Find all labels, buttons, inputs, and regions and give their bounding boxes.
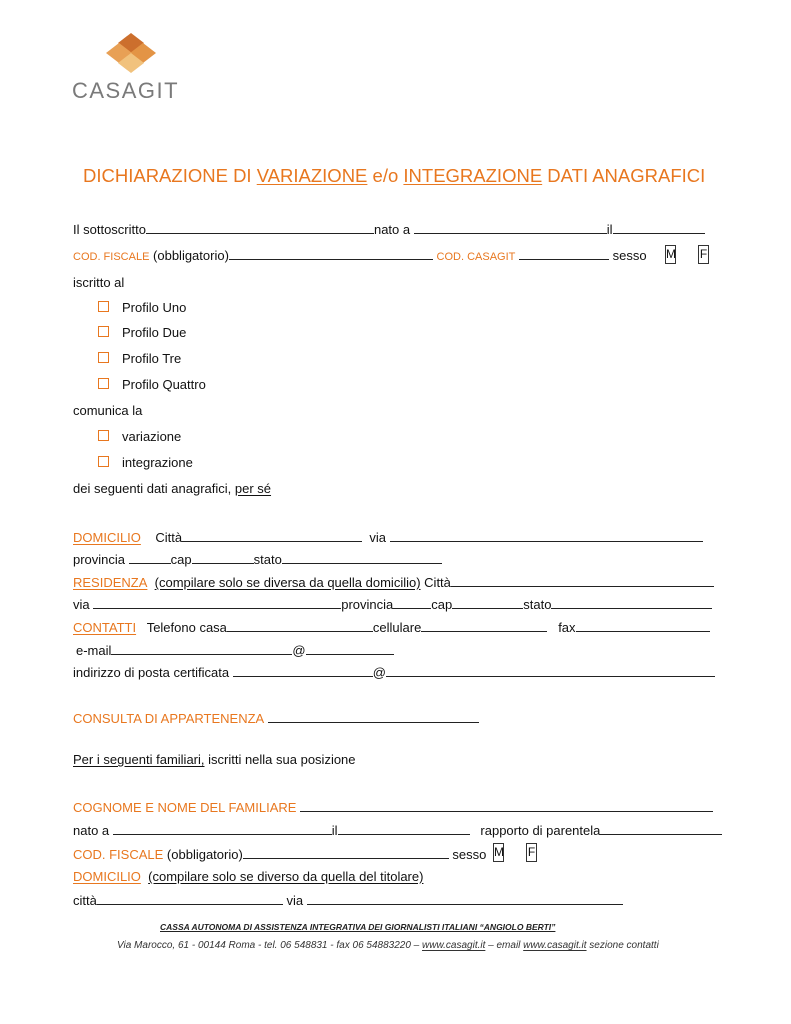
field-dom-provincia[interactable] [129, 551, 171, 564]
fam-sesso-m-box[interactable]: M [493, 843, 504, 862]
label-sesso: sesso [612, 248, 647, 263]
label-fam-cod-fiscale: COD. FISCALE [73, 847, 164, 862]
checkbox-icon [98, 326, 109, 337]
logo-text: CASAGIT [72, 78, 180, 103]
label-cod-fiscale: COD. FISCALE [73, 251, 150, 263]
field-dom-via[interactable] [390, 529, 703, 542]
row-email: e-mail @ [76, 642, 394, 659]
label-residenza: RESIDENZA [73, 575, 148, 590]
field-dom-stato[interactable] [282, 551, 442, 564]
row-seguenti: dei seguenti dati anagrafici, per sé [73, 481, 272, 496]
field-pec-user[interactable] [233, 664, 373, 677]
row-sottoscritto [73, 221, 705, 238]
field-dom-citta[interactable] [182, 529, 362, 542]
checkbox-icon [98, 301, 109, 312]
sesso-m-box[interactable]: M [665, 245, 676, 264]
field-res-provincia[interactable] [393, 596, 431, 609]
label-iscritto: iscritto al [73, 275, 125, 290]
row-codfiscale [73, 247, 647, 265]
row-familiari: Per i seguenti familiari, iscritti nella sua posizione [73, 752, 356, 767]
field-fam-citta[interactable] [97, 892, 283, 905]
field-fam-via[interactable] [307, 892, 623, 905]
label-comunica: comunica la [73, 403, 143, 418]
sesso-f-box[interactable]: F [698, 245, 709, 264]
checkbox-profilo-uno[interactable]: Profilo Uno [98, 300, 186, 316]
row-domicilio: DOMICILIO Città via [73, 529, 703, 546]
checkbox-profilo-quattro[interactable]: Profilo Quattro [98, 377, 206, 393]
field-cod-fiscale[interactable] [229, 247, 433, 260]
checkbox-icon [98, 352, 109, 363]
logo [70, 30, 195, 105]
label-contatti: CONTATTI [73, 620, 137, 635]
field-cognome-familiare[interactable] [300, 799, 713, 812]
field-res-stato[interactable] [551, 596, 712, 609]
footer-site-link[interactable]: www.casagit.it [422, 940, 486, 951]
row-contatti: CONTATTI Telefono casa cellulare fax [73, 619, 710, 636]
row-codfiscale-familiare: COD. FISCALE (obbligatorio) sesso [73, 847, 487, 862]
row-residenza: RESIDENZA (compilare solo se diversa da quella domicilio) Città [73, 574, 714, 591]
footer-address: Via Marocco, 61 - 00144 Roma - tel. 06 548831 - fax 06 54883220 – www.casagit.it – email www.casagit.it sezione contatti [117, 940, 659, 951]
field-email-domain[interactable] [306, 642, 394, 655]
field-telefono[interactable] [227, 619, 373, 632]
label-domicilio: DOMICILIO [73, 530, 141, 545]
checkbox-icon [98, 430, 109, 441]
label-il: il [606, 222, 613, 237]
label-consulta: CONSULTA DI APPARTENENZA [73, 711, 265, 726]
label-familiari: Per i seguenti familiari, [73, 752, 205, 767]
field-consulta[interactable] [268, 710, 479, 723]
per-se-link: per sé [234, 481, 272, 496]
label-nato: nato a [373, 222, 411, 237]
field-pec-domain[interactable] [386, 664, 715, 677]
label-cognome-familiare: COGNOME E NOME DEL FAMILIARE [73, 800, 297, 815]
field-fam-cod-fiscale[interactable] [243, 846, 449, 859]
page-title: DICHIARAZIONE DI VARIAZIONE e/o INTEGRAZIONE DATI ANAGRAFICI [83, 165, 706, 186]
row-pec: indirizzo di posta certificata @ [73, 664, 715, 681]
row-domicilio-2: provincia cap stato [73, 551, 442, 568]
row-cognome-familiare [73, 799, 713, 816]
row-consulta [73, 710, 479, 727]
field-res-via[interactable] [93, 596, 341, 609]
field-il[interactable] [613, 221, 705, 234]
field-nato[interactable] [414, 221, 607, 234]
checkbox-integrazione[interactable]: integrazione [98, 455, 193, 471]
field-nome[interactable] [146, 221, 374, 234]
checkbox-variazione[interactable]: variazione [98, 429, 181, 445]
field-cellulare[interactable] [421, 619, 547, 632]
label-cod-casagit: COD. CASAGIT [436, 251, 516, 263]
footer-email-link[interactable]: www.casagit.it [523, 940, 587, 951]
field-cod-casagit[interactable] [519, 247, 609, 260]
footer-title: CASSA AUTONOMA DI ASSISTENZA INTEGRATIVA DEI GIORNALISTI ITALIANI “ANGIOLO BERTI” [160, 922, 556, 932]
checkbox-profilo-due[interactable]: Profilo Due [98, 325, 186, 341]
checkbox-profilo-tre[interactable]: Profilo Tre [98, 351, 181, 367]
field-email-user[interactable] [111, 642, 292, 655]
field-fam-nato[interactable] [113, 822, 332, 835]
field-fam-parentela[interactable] [600, 822, 722, 835]
field-res-cap[interactable] [452, 596, 523, 609]
row-domicilio-familiare: DOMICILIO (compilare solo se diverso da quella del titolare) [73, 869, 424, 884]
casagit-logo-mark [70, 30, 195, 80]
label-obbligatorio: (obbligatorio) [153, 248, 229, 263]
field-res-citta[interactable] [451, 574, 714, 587]
field-fam-il[interactable] [338, 822, 470, 835]
fam-sesso-f-box[interactable]: F [526, 843, 537, 862]
field-dom-cap[interactable] [192, 551, 254, 564]
label-fam-domicilio: DOMICILIO [73, 869, 141, 884]
label-sottoscritto: Il sottoscritto [73, 222, 146, 237]
row-residenza-2: via provincia cap stato [73, 596, 712, 613]
row-nato-familiare: nato a il rapporto di parentela [73, 822, 722, 839]
field-fax[interactable] [576, 619, 710, 632]
row-citta-familiare: città via [73, 892, 623, 909]
checkbox-icon [98, 378, 109, 389]
checkbox-icon [98, 456, 109, 467]
